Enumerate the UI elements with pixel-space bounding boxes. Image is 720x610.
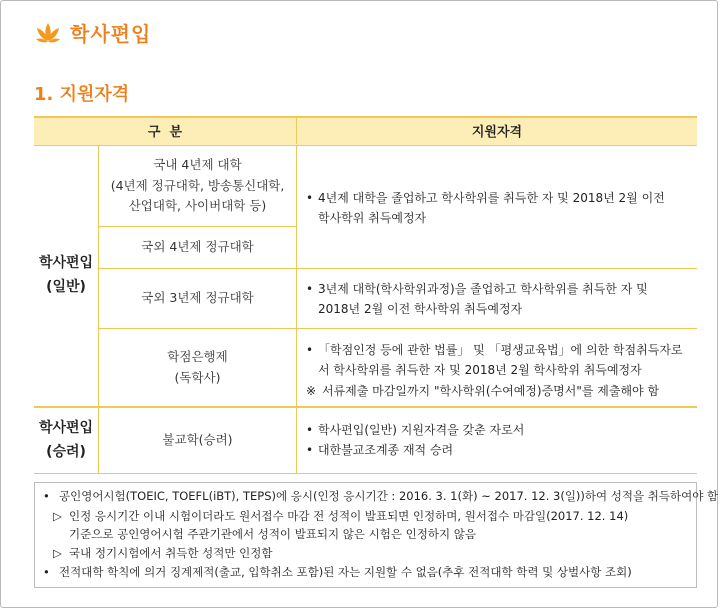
req-monk-bullet-2: • — [306, 443, 314, 458]
note-domestic-test-text: 국내 정기시험에서 취득한 성적만 인정함 — [69, 546, 273, 560]
group-monk-line2: (승려) — [46, 443, 86, 460]
lotus-logo-icon — [34, 19, 62, 47]
note-domestic-test — [53, 547, 272, 561]
req-4yr-bullet: • — [306, 191, 314, 205]
req-credit-bank-bullet: • — [306, 343, 314, 357]
req-credit-bank-line2: 서 학사학위를 취득한 자 및 2018년 2월 학사학위 취득예정자 — [318, 363, 642, 378]
note-test-period — [53, 510, 628, 524]
req-4yr-line1: 4년제 대학을 졸업하고 학사학위를 취득한 자 및 2018년 2월 이전 — [318, 191, 665, 205]
header-requirement: 지원자격 — [296, 116, 697, 144]
req-monk-line2: 대한불교조계종 재적 승려 — [318, 443, 454, 458]
note-english-test-text: 공인영어시험(TOEIC, TOEFL(iBT), TEPS)에 응시(인정 응시기간 : 2016. 3. 1(화) ~ 2017. 12. 3(일))하여 성적을 취득하여야 함 — [59, 489, 719, 503]
req-credit-bank-line1: 「학점인정 등에 관한 법률」 및 「평생교육법」에 의한 학점취득자로 — [318, 343, 683, 357]
note-english-test — [43, 490, 718, 504]
row-domestic-4yr-line3: 산업대학, 사이버대학 등) — [128, 198, 267, 214]
req-credit-bank — [306, 340, 696, 401]
req-4yr-line2: 학사학위 취득예정자 — [318, 211, 427, 226]
req-monk-bullet-1: • — [306, 423, 314, 437]
section-heading: 1. 지원자격 — [34, 84, 130, 105]
group-general-line1: 학사편입 — [38, 255, 94, 272]
note-english-test-bullet: • — [43, 489, 50, 503]
req-credit-bank-note-mark: ※ — [306, 383, 317, 398]
req-3yr-line1: 3년제 대학(학사학위과정)을 졸업하고 학사학위를 취득한 자 및 — [318, 282, 648, 296]
group-monk-line1: 학사편입 — [38, 419, 94, 436]
req-3yr-bullet: • — [306, 282, 314, 296]
req-4yr — [306, 188, 691, 229]
row-credit-bank — [99, 329, 296, 406]
group-monk — [34, 408, 98, 473]
note-domestic-test-mark: ▷ — [53, 546, 62, 560]
notes-box — [34, 482, 719, 588]
note-disciplinary-text: 전적대학 학칙에 의거 징계제적(출교, 입학취소 포함)된 자는 지원할 수 없음(추후 전적대학 학력 및 상벌사항 조회) — [59, 565, 632, 579]
note-test-period-cont: 기준으로 공인영어시험 주관기관에서 성적이 발표되지 않은 시험은 인정하지 않음 — [69, 527, 476, 541]
note-test-period-line1: 인정 응시기간 이내 시험이더라도 원서접수 마감 전 성적이 발표되면 인정하며, 원서접수 마감일(2017. 12. 14) — [69, 509, 629, 523]
note-test-period-mark: ▷ — [53, 509, 62, 523]
eligibility-table — [34, 116, 697, 474]
page-header — [34, 18, 151, 47]
group-general-line2: (일반) — [46, 279, 86, 295]
row-domestic-4yr — [99, 146, 296, 226]
req-monk — [306, 420, 691, 461]
note-disciplinary-bullet: • — [43, 565, 50, 579]
row-foreign-3yr: 국외 3년제 정규대학 — [141, 290, 254, 306]
row-domestic-4yr-line1: 국내 4년제 대학 — [153, 157, 242, 173]
group-general — [34, 146, 98, 406]
req-3yr — [306, 279, 691, 320]
row-buddhist: 불교학(승려) — [162, 432, 233, 448]
req-3yr-line2: 2018년 2월 이전 학사학위 취득예정자 — [318, 302, 523, 317]
row-credit-bank-line2: (독학사) — [174, 369, 221, 385]
row-credit-bank-line1: 학점은행제 — [167, 348, 228, 364]
header-category: 구 분 — [147, 124, 183, 140]
note-disciplinary — [43, 566, 632, 580]
req-monk-line1: 학사편입(일반) 지원자격을 갖춘 자로서 — [318, 423, 525, 437]
req-credit-bank-note: 서류제출 마감일까지 "학사학위(수여예정)증명서"를 제출해야 함 — [322, 383, 660, 398]
row-domestic-4yr-line2: (4년제 정규대학, 방송통신대학, — [110, 177, 285, 193]
row-foreign-4yr: 국외 4년제 정규대학 — [141, 239, 254, 255]
page-title: 학사편입 — [70, 22, 152, 46]
